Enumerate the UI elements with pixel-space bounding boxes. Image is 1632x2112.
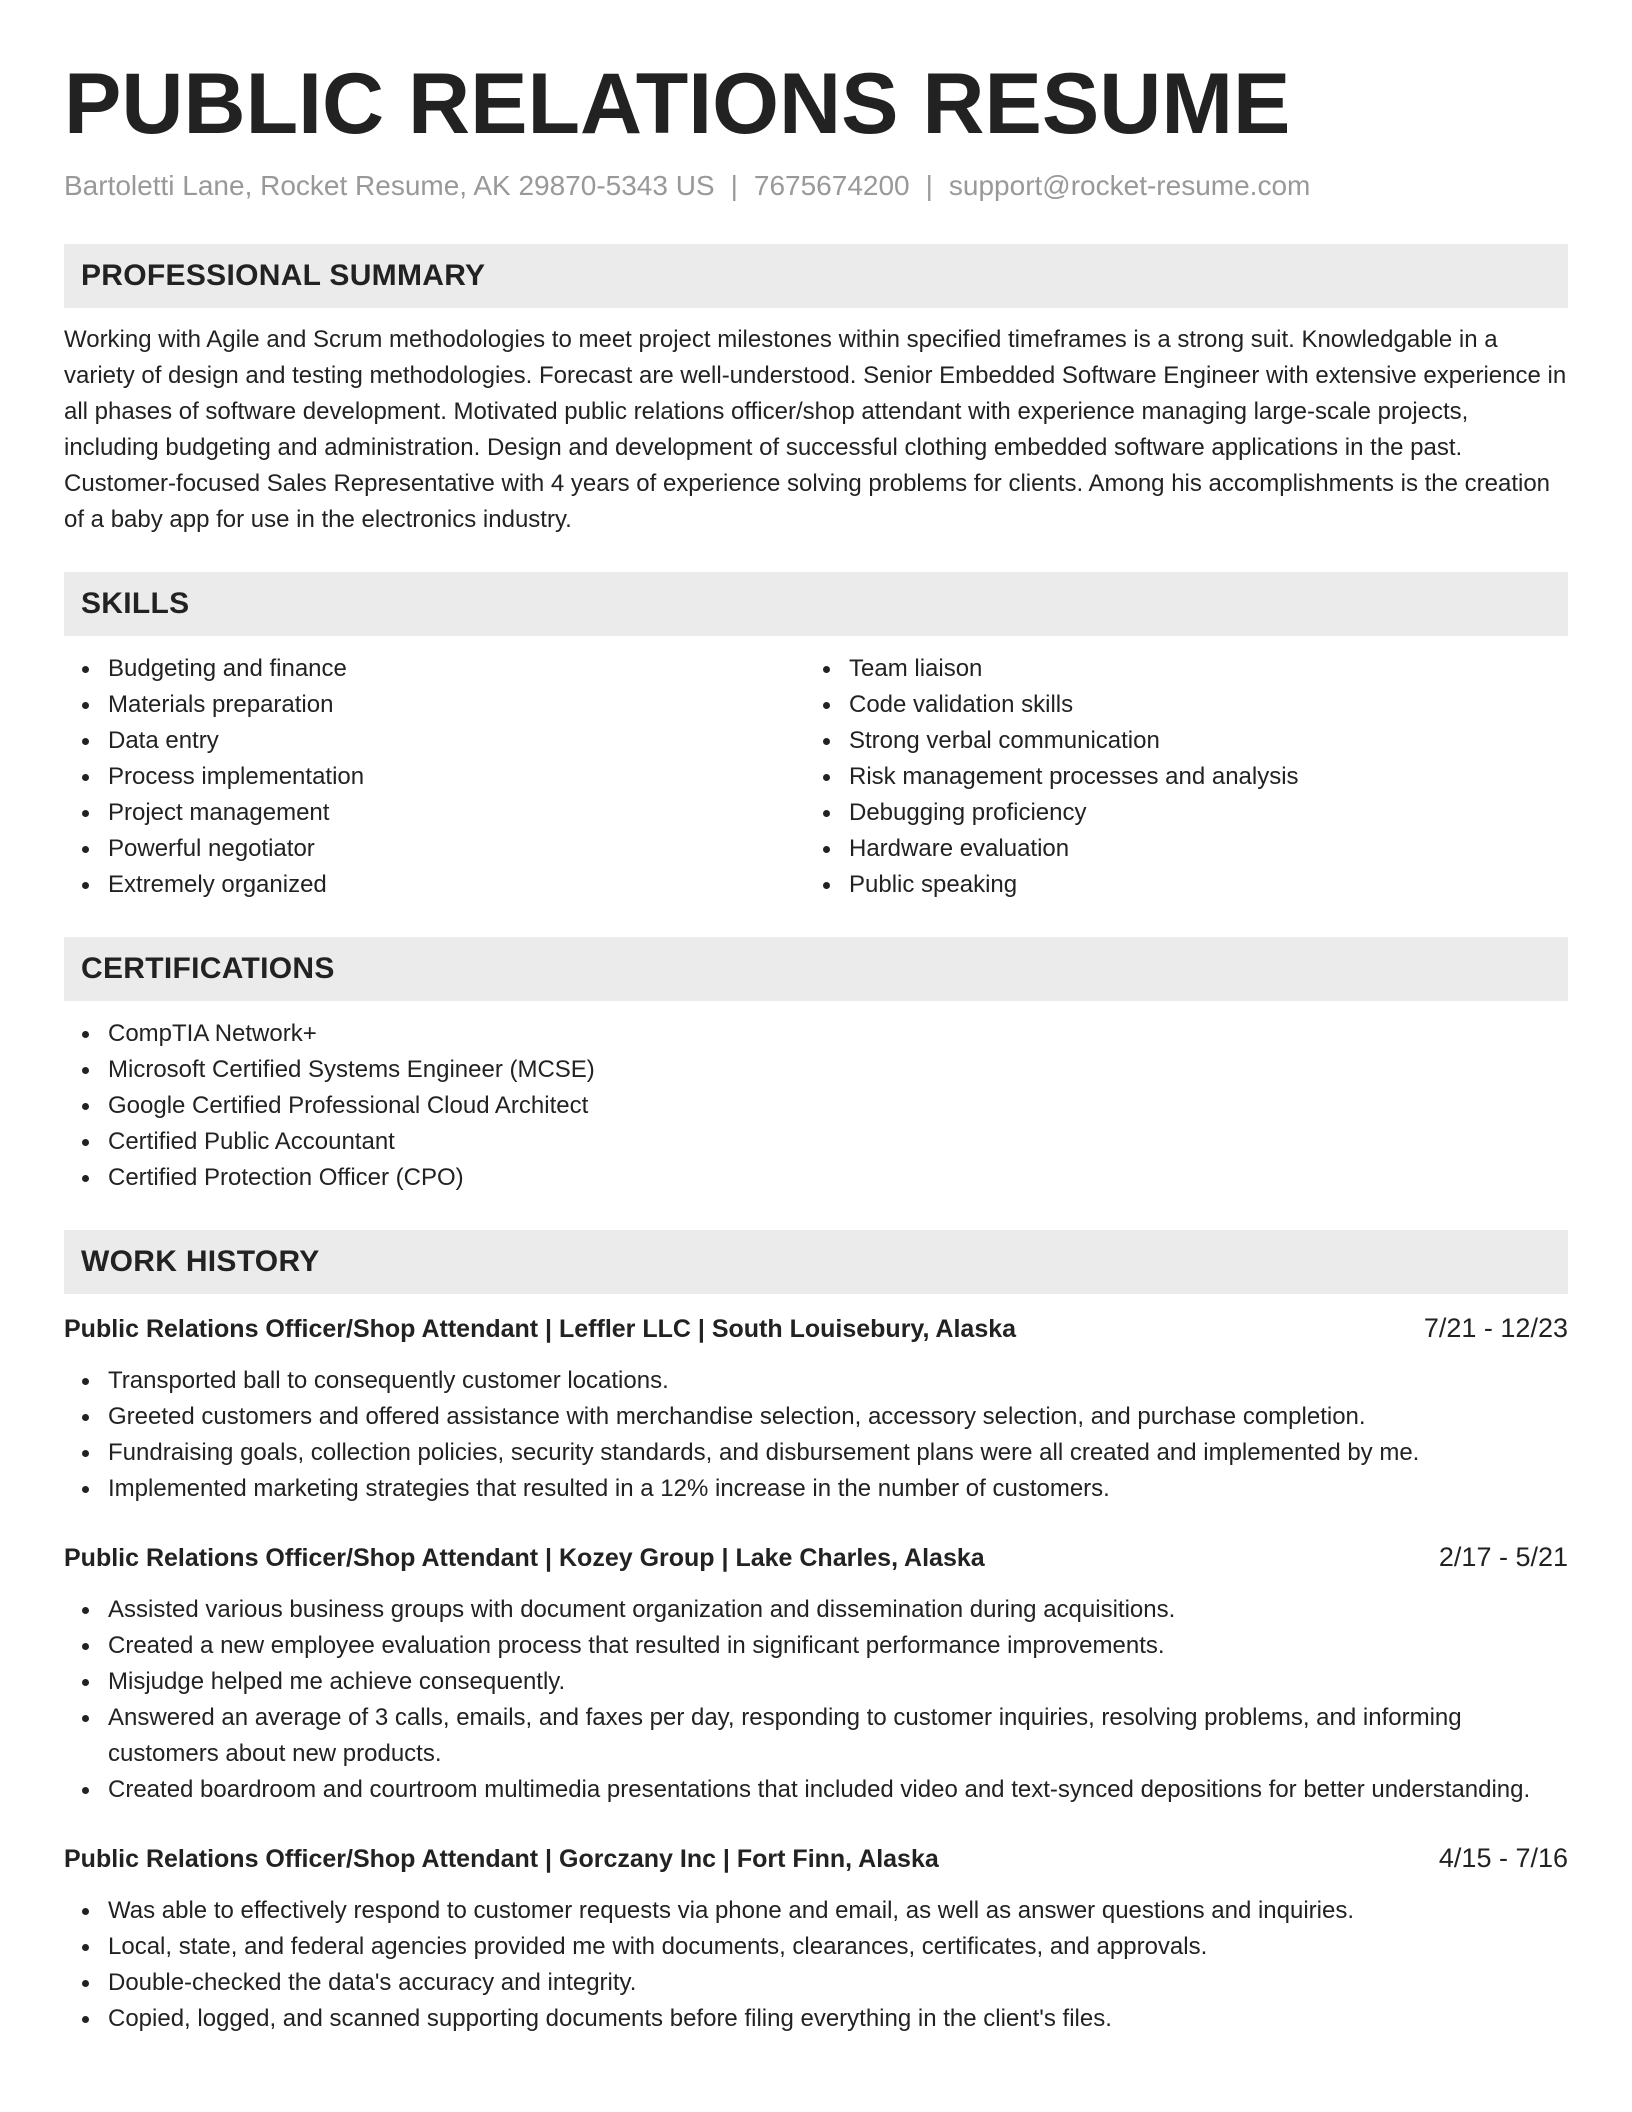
summary-heading-bar: [64, 244, 1568, 308]
job-bullet-text: Local, state, and federal agencies provided me with documents, clearances, certificates, and approvals.: [108, 1933, 1208, 1960]
job-bullet: [64, 1435, 1568, 1471]
bullet-dot: [82, 666, 89, 673]
certification-label: Certified Protection Officer (CPO): [108, 1164, 464, 1191]
job-bullet: [64, 2001, 1568, 2037]
bullet-dot: [82, 1643, 89, 1650]
job-bullet-text: Assisted various business groups with document organization and dissemination during acquisitions.: [108, 1596, 1176, 1623]
contact-separator: |: [730, 170, 738, 201]
job-bullet: [64, 1399, 1568, 1435]
skill-label: Debugging proficiency: [849, 799, 1087, 826]
skills-list-left: [64, 651, 805, 903]
contact-separator: |: [925, 170, 933, 201]
skill-item: [64, 831, 805, 867]
skill-item: [805, 651, 1546, 687]
bullet-dot: [82, 846, 89, 853]
skill-label: Process implementation: [108, 763, 365, 790]
job-bullet-text: Copied, logged, and scanned supporting documents before filing everything in the client's files.: [108, 2005, 1112, 2032]
job-bullet-text: Created a new employee evaluation process that resulted in significant performance improvements.: [108, 1632, 1165, 1659]
skill-label: Extremely organized: [108, 871, 327, 898]
skill-label: Strong verbal communication: [849, 727, 1160, 754]
work-history-heading: WORK HISTORY: [81, 1245, 320, 1278]
contact-phone: 7675674200: [753, 170, 910, 201]
job-title: Public Relations Officer/Shop Attendant | Leffler LLC | South Louisebury, Alaska: [64, 1315, 1017, 1343]
skill-label: Team liaison: [849, 655, 983, 682]
bullet-dot: [823, 810, 830, 817]
summary-section: [64, 244, 1568, 538]
job-bullet-text: Created boardroom and courtroom multimedia presentations that included video and text-synced depositions for better understanding.: [108, 1776, 1531, 1803]
job-bullet-text: Double-checked the data's accuracy and integrity.: [108, 1969, 637, 1996]
bullet-dot: [82, 2016, 89, 2023]
job-bullet: [64, 1628, 1568, 1664]
job-title: Public Relations Officer/Shop Attendant | Gorczany Inc | Fort Finn, Alaska: [64, 1845, 939, 1873]
certification-item: [64, 1088, 1568, 1124]
bullet-dot: [82, 1944, 89, 1951]
bullet-dot: [823, 882, 830, 889]
bullet-dot: [82, 1908, 89, 1915]
bullet-dot: [82, 774, 89, 781]
job-bullet: [64, 1893, 1568, 1929]
job-bullet: [64, 1965, 1568, 2001]
skill-label: Code validation skills: [849, 691, 1074, 718]
skills-list-right: [805, 651, 1546, 903]
skill-item: [805, 831, 1546, 867]
job-bullet-text: Was able to effectively respond to customer requests via phone and email, as well as answer questions and inquiries.: [108, 1897, 1355, 1924]
job-bullets: [64, 1363, 1568, 1507]
job-bullet-text: Implemented marketing strategies that resulted in a 12% increase in the number of customers.: [108, 1475, 1110, 1502]
contact-address: Bartoletti Lane, Rocket Resume, AK 29870-5343 US: [64, 170, 715, 201]
bullet-dot: [823, 846, 830, 853]
bullet-dot: [823, 666, 830, 673]
skill-item: [805, 795, 1546, 831]
job-entry: [64, 1840, 1568, 2037]
job-dates: 7/21 - 12/23: [1423, 1313, 1568, 1343]
certification-item: [64, 1016, 1568, 1052]
skill-item: [64, 867, 805, 903]
certification-item: [64, 1160, 1568, 1196]
resume-title: PUBLIC RELATIONS RESUME: [64, 56, 1291, 152]
certification-label: Certified Public Accountant: [108, 1128, 395, 1155]
job-bullet-text: Misjudge helped me achieve consequently.: [108, 1668, 566, 1695]
bullet-dot: [82, 1980, 89, 1987]
work-history-section: [64, 1230, 1568, 2037]
certifications-heading-bar: [64, 937, 1568, 1001]
bullet-dot: [823, 774, 830, 781]
certification-label: Google Certified Professional Cloud Architect: [108, 1092, 589, 1119]
bullet-dot: [82, 1067, 89, 1074]
bullet-dot: [82, 1175, 89, 1182]
job-entry: [64, 1539, 1568, 1808]
skill-item: [805, 867, 1546, 903]
certification-item: [64, 1052, 1568, 1088]
certification-item: [64, 1124, 1568, 1160]
skills-columns: [64, 651, 1568, 903]
skills-column-right: [805, 651, 1546, 903]
job-bullet: [64, 1929, 1568, 1965]
summary-heading: PROFESSIONAL SUMMARY: [81, 259, 486, 292]
job-entry: [64, 1310, 1568, 1507]
bullet-dot: [82, 1414, 89, 1421]
job-bullet-text: Transported ball to consequently customer locations.: [108, 1367, 669, 1394]
skill-label: Hardware evaluation: [849, 835, 1070, 862]
bullet-dot: [82, 1450, 89, 1457]
skills-section: [64, 572, 1568, 903]
job-bullet: [64, 1772, 1568, 1808]
skill-item: [64, 795, 805, 831]
skills-heading: SKILLS: [81, 587, 190, 620]
bullet-dot: [82, 882, 89, 889]
skill-label: Powerful negotiator: [108, 835, 315, 862]
bullet-dot: [82, 1787, 89, 1794]
skill-label: Public speaking: [849, 871, 1018, 898]
skill-item: [64, 651, 805, 687]
skill-item: [64, 759, 805, 795]
job-bullet: [64, 1471, 1568, 1507]
bullet-dot: [82, 1031, 89, 1038]
job-header: [64, 1840, 1568, 1877]
bullet-dot: [823, 702, 830, 709]
contact-line: [64, 168, 1568, 204]
job-bullet: [64, 1700, 1568, 1772]
certifications-heading: CERTIFICATIONS: [81, 952, 335, 985]
job-dates: 2/17 - 5/21: [1438, 1542, 1568, 1572]
skills-heading-bar: [64, 572, 1568, 636]
skill-label: Materials preparation: [108, 691, 334, 718]
skill-item: [805, 759, 1546, 795]
job-dates: 4/15 - 7/16: [1438, 1843, 1568, 1873]
bullet-dot: [82, 702, 89, 709]
job-bullet: [64, 1592, 1568, 1628]
job-header: [64, 1539, 1568, 1576]
skill-item: [64, 723, 805, 759]
job-bullets: [64, 1592, 1568, 1808]
certifications-section: [64, 937, 1568, 1196]
skill-label: Project management: [108, 799, 330, 826]
certifications-list: [64, 1016, 1568, 1196]
skill-item: [805, 723, 1546, 759]
bullet-dot: [82, 1679, 89, 1686]
certification-label: CompTIA Network+: [108, 1020, 317, 1047]
bullet-dot: [82, 1378, 89, 1385]
skill-label: Data entry: [108, 727, 219, 754]
job-header: [64, 1310, 1568, 1347]
job-bullet-text: Greeted customers and offered assistance with merchandise selection, accessory selection, and purchase completion.: [108, 1403, 1366, 1430]
job-bullets: [64, 1893, 1568, 2037]
contact-email: support@rocket-resume.com: [948, 170, 1311, 201]
skill-label: Budgeting and finance: [108, 655, 347, 682]
job-title: Public Relations Officer/Shop Attendant | Kozey Group | Lake Charles, Alaska: [64, 1544, 985, 1572]
summary-text: Working with Agile and Scrum methodologies to meet project milestones within specified timeframes is a strong suit. Knowledgable in a variety of design and testing methodologies. Forecast are well-understood. Senior Embedded Software Engineer with extensive experience in all phases of software development. Motivated public relations officer/shop attendant with experience managing large-scale projects, including budgeting and administration. Design and development of successful clothing embedded software applications in the past. Customer-focused Sales Representative with 4 years of experience solving problems for clients. Among his accomplishments is the creation of a baby app for use in the electronics industry.: [64, 326, 1567, 533]
skill-item: [64, 687, 805, 723]
bullet-dot: [82, 1486, 89, 1493]
job-bullet: [64, 1664, 1568, 1700]
skill-label: Risk management processes and analysis: [849, 763, 1299, 790]
bullet-dot: [82, 738, 89, 745]
bullet-dot: [82, 810, 89, 817]
skills-column-left: [64, 651, 805, 903]
certification-label: Microsoft Certified Systems Engineer (MCSE): [108, 1056, 595, 1083]
skill-item: [805, 687, 1546, 723]
bullet-dot: [823, 738, 830, 745]
bullet-dot: [82, 1139, 89, 1146]
bullet-dot: [82, 1715, 89, 1722]
job-bullet-text: Fundraising goals, collection policies, security standards, and disbursement plans were all created and implemented by me.: [108, 1439, 1420, 1466]
bullet-dot: [82, 1607, 89, 1614]
work-history-heading-bar: [64, 1230, 1568, 1294]
job-bullet: [64, 1363, 1568, 1399]
job-bullet-text: Answered an average of 3 calls, emails, and faxes per day, responding to customer inquiries, resolving problems, and informing customers about new products.: [108, 1704, 1462, 1767]
bullet-dot: [82, 1103, 89, 1110]
